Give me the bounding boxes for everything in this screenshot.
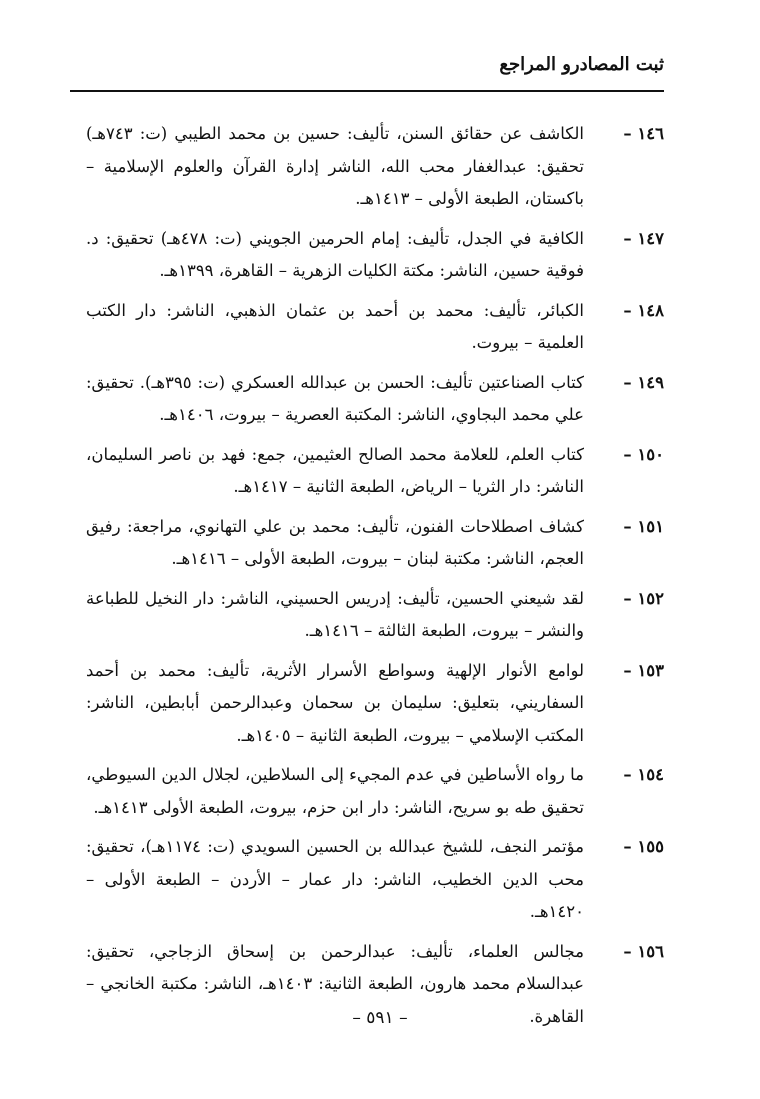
entry-text: كشاف اصطلاحات الفنون، تأليف: محمد بن علي التهانوي، مراجعة: رفيق العجم، الناشر: مكتبة لبنان – بيروت، الطبعة الأولى – ١٤١٦هـ. [86,516,584,568]
bibliography-list [86,118,664,1040]
entry-number: ١٤٦ – [623,124,664,143]
bibliography-entry-153 [86,655,664,753]
entry-text: مجالس العلماء، تأليف: عبدالرحمن بن إسحاق الزجاجي، تحقيق: عبدالسلام محمد هارون، الطبعة الثانية: ١٤٠٣هـ، الناشر: مكتبة الخانجي – القاهرة. [86,941,584,1026]
header-title: ثبت المصادرو المراجع [499,54,664,75]
bibliography-entry-151 [86,511,664,576]
page-number: – ٥٩١ – [352,1008,408,1028]
entry-text: لوامع الأنوار الإلهية وسواطع الأسرار الأثرية، تأليف: محمد بن أحمد السفاريني، بتعليق: سليمان بن سحمان وعبدالرحمن أبابطين، الناشر: المكتب الإسلامي – بيروت، الطبعة الثانية – ١٤٠٥هـ. [86,660,584,745]
entry-text: كتاب العلم، للعلامة محمد الصالح العثيمين، جمع: فهد بن ناصر السليمان، الناشر: دار الثريا – الرياض، الطبعة الثانية – ١٤١٧هـ. [86,444,584,496]
bibliography-entry-154 [86,759,664,824]
entry-number: ١٥٠ – [623,444,664,464]
entry-number: ١٤٧ – [623,228,664,248]
entry-text: الكافية في الجدل، تأليف: إمام الحرمين الجويني (ت: ٤٧٨هـ) تحقيق: د. فوقية حسين، الناشر: مكتة الكليات الزهرية – القاهرة، ١٣٩٩هـ. [86,228,584,280]
entry-number: ١٥٦ – [623,941,664,961]
running-header [70,50,664,86]
entry-number: ١٥٢ – [623,588,664,608]
bibliography-entry-146 [86,118,664,216]
header-rule [70,90,664,92]
entry-text: الكبائر، تأليف: محمد بن أحمد بن عثمان الذهبي، الناشر: دار الكتب العلمية – بيروت. [86,300,584,352]
bibliography-entry-147 [86,223,664,288]
bibliography-entry-150 [86,439,664,504]
entry-text: ما رواه الأساطين في عدم المجيء إلى السلاطين، لجلال الدين السيوطي، تحقيق طه بو سريح، الناشر: دار ابن حزم، بيروت، الطبعة الأولى ١٤١٣هـ. [86,765,584,817]
entry-text: كتاب الصناعتين تأليف: الحسن بن عبدالله العسكري (ت: ٣٩٥هـ). تحقيق: علي محمد البجاوي، الناشر: المكتبة العصرية – بيروت، ١٤٠٦هـ. [86,372,584,424]
entry-text: لقد شيعني الحسين، تأليف: إدريس الحسيني، الناشر: دار النخيل للطباعة والنشر – بيروت، الطبعة الثالثة – ١٤١٦هـ. [86,588,584,640]
bibliography-entry-148 [86,295,664,360]
entry-text: مؤتمر النجف، للشيخ عبدالله بن الحسين السويدي (ت: ١١٧٤هـ)، تحقيق: محب الدين الخطيب، الناشر: دار عمار – الأردن – الطبعة الأولى – ١٤٢٠هـ. [86,837,584,921]
entry-number: ١٥٤ – [623,765,664,784]
bibliography-entry-152 [86,583,664,648]
entry-number: ١٥١ – [623,516,664,536]
bibliography-entry-155 [86,831,664,929]
entry-number: ١٥٥ – [623,837,664,856]
bibliography-entry-149 [86,367,664,432]
entry-number: ١٤٨ – [623,300,664,320]
entry-text: الكاشف عن حقائق السنن، تأليف: حسين بن محمد الطيبي (ت: ٧٤٣هـ) تحقيق: عبدالغفار محب الله، الناشر إدارة القرآن والعلوم الإسلامية – باكستان، الطبعة الأولى – ١٤١٣هـ. [86,124,584,208]
entry-number: ١٥٣ – [623,660,664,680]
entry-number: ١٤٩ – [623,372,664,392]
